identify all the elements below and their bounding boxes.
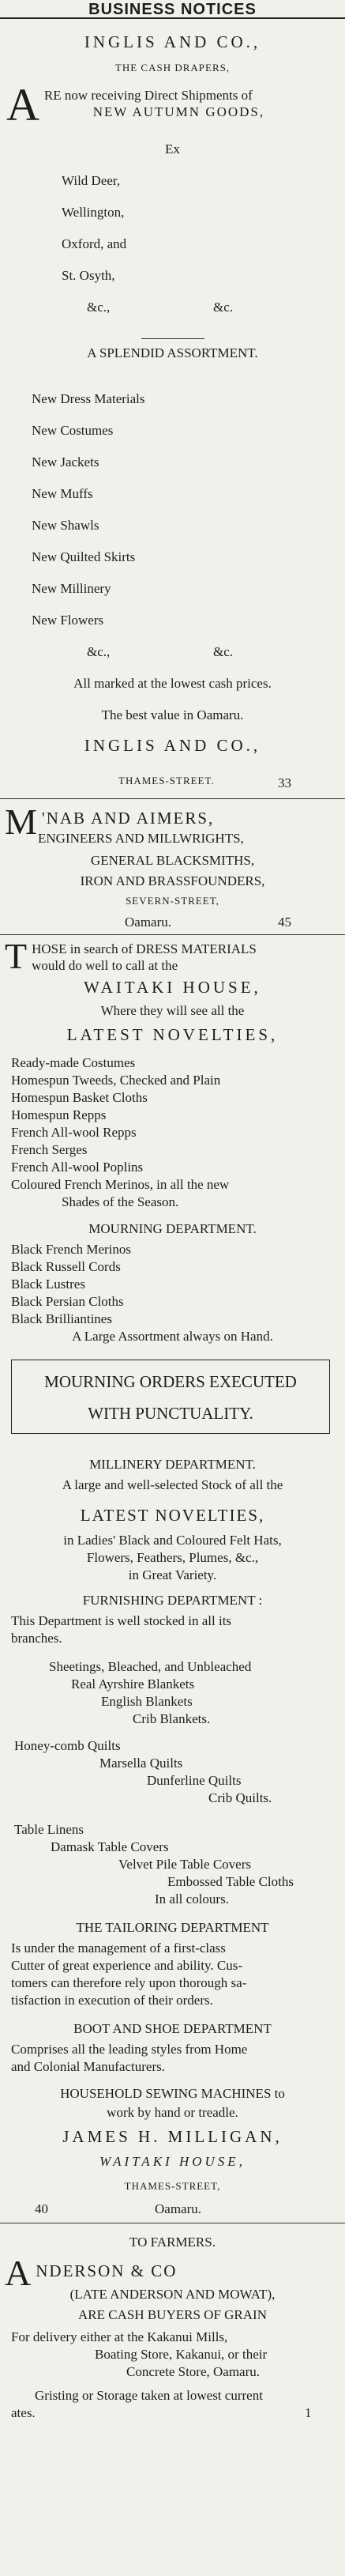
inglis-etc-left: &c.,	[87, 300, 111, 315]
boot-line-2: and Colonial Manufacturers.	[11, 2059, 165, 2074]
waitaki-list-1: Ready-made Costumes	[11, 1055, 136, 1070]
waitaki-list-3: Homespun Basket Cloths	[11, 1090, 148, 1105]
sheetings-line-3: English Blankets	[101, 1694, 193, 1709]
mourning-orders-box	[11, 1360, 330, 1434]
quilts-line-2: Marsella Quilts	[99, 1756, 183, 1771]
mcnab-line-4: IRON AND BRASSFOUNDERS,	[80, 873, 265, 888]
quilts-line-1: Honey-comb Quilts	[14, 1738, 121, 1753]
furnishing-line-2: branches.	[11, 1631, 62, 1646]
inglis-item-3: New Jackets	[32, 454, 99, 470]
waitaki-intro-line-1: HOSE in search of DRESS MATERIALS	[32, 941, 257, 956]
mourning-box-line-1: MOURNING ORDERS EXECUTED	[44, 1372, 297, 1391]
mourning-item-2: Black Russell Cords	[11, 1259, 121, 1274]
sewing-head: HOUSEHOLD SEWING MACHINES to	[60, 2086, 285, 2101]
farmers-line-2: (LATE ANDERSON AND MOWAT),	[69, 2287, 276, 2302]
quilts-line-4: Crib Quilts.	[208, 1790, 272, 1805]
farmers-line-4: For delivery either at the Kakanui Mills,	[11, 2329, 228, 2344]
inglis-subtitle: THE CASH DRAPERS,	[114, 62, 231, 74]
mourning-assortment: A Large Assortment always on Hand.	[72, 1329, 273, 1344]
waitaki-novelties: LATEST NOVELTIES,	[66, 1025, 279, 1044]
inglis-street: THAMES-STREET.	[118, 775, 215, 786]
tailoring-head: THE TAILORING DEPARTMENT	[76, 1920, 269, 1935]
farmers-line-8: ates.	[11, 2405, 36, 2420]
owner-name: JAMES H. MILLIGAN,	[62, 2127, 283, 2146]
millinery-line-3: in Ladies' Black and Coloured Felt Hats,	[63, 1533, 282, 1548]
tailoring-line-1: Is under the management of a first-class	[11, 1940, 226, 1956]
inglis-ship-4: St. Osyth,	[62, 268, 115, 283]
inglis-item-4: New Muffs	[32, 486, 93, 501]
inglis-item-1: New Dress Materials	[32, 391, 145, 406]
inglis-intro-line-2: NEW AUTUMN GOODS,	[92, 104, 265, 120]
inglis-ship-1: Wild Deer,	[62, 173, 121, 188]
mourning-item-4: Black Persian Cloths	[11, 1294, 124, 1309]
farmers-line-6: Concrete Store, Oamaru.	[126, 2364, 260, 2379]
inglis-intro-line-1: RE now receiving Direct Shipments of	[43, 88, 253, 103]
inglis-ex: Ex	[165, 141, 180, 157]
tailoring-line-4: tisfaction in execution of their orders.	[11, 1993, 213, 2008]
furnishing-head: FURNISHING DEPARTMENT :	[82, 1593, 263, 1608]
tailoring-line-2: Cutter of great experience and ability. Cus-	[11, 1958, 242, 1973]
divider	[141, 338, 204, 339]
inglis-drop-cap: A	[6, 79, 39, 130]
waitaki-house: WAITAKI HOUSE,	[84, 978, 261, 997]
sheetings-line-1: Sheetings, Bleached, and Unbleached	[49, 1659, 252, 1674]
mcnab-number: 45	[278, 915, 291, 930]
inglis-marked: All marked at the lowest cash prices.	[73, 676, 272, 691]
table-line-3: Velvet Pile Table Covers	[118, 1857, 251, 1872]
millinery-line-4: Flowers, Feathers, Plumes, &c.,	[86, 1550, 259, 1565]
mcnab-line-2: ENGINEERS AND MILLWRIGHTS,	[38, 831, 244, 846]
inglis-item-7: New Millinery	[32, 581, 111, 596]
mourning-item-1: Black French Merinos	[11, 1242, 132, 1257]
inglis-footer-name: INGLIS AND CO.,	[84, 736, 261, 755]
quilts-line-3: Dunferline Quilts	[147, 1773, 242, 1788]
waitaki-coloured-1: Coloured French Merinos, in all the new	[11, 1177, 230, 1192]
farmers-line-1: NDERSON & CO	[36, 2261, 178, 2280]
waitaki-list-4: Homespun Repps	[11, 1107, 107, 1122]
inglis-etc-right: &c.	[213, 300, 234, 315]
mcnab-town: Oamaru.	[125, 915, 172, 930]
furnishing-line-1: This Department is well stocked in all its	[11, 1613, 232, 1628]
millinery-head: MILLINERY DEPARTMENT.	[89, 1457, 256, 1472]
farmers-number: 1	[305, 2405, 312, 2420]
farmers-line-3: ARE CASH BUYERS OF GRAIN	[78, 2307, 267, 2322]
waitaki-drop-cap: T	[5, 936, 28, 976]
farmers-line-5: Boating Store, Kakanui, or their	[95, 2347, 268, 2362]
inglis-title: INGLIS AND CO.,	[84, 32, 261, 51]
inglis-etc2-left: &c.,	[87, 644, 111, 659]
section-header: BUSINESS NOTICES	[0, 0, 345, 19]
farmers-drop-cap: A	[5, 2253, 32, 2293]
boot-head: BOOT AND SHOE DEPARTMENT	[73, 2021, 272, 2036]
inglis-number: 33	[278, 775, 291, 790]
inglis-item-6: New Quilted Skirts	[32, 549, 136, 564]
table-line-5: In all colours.	[155, 1891, 229, 1907]
inglis-etc2-right: &c.	[213, 644, 234, 659]
table-line-2: Damask Table Covers	[51, 1839, 169, 1854]
waitaki-list-5: French All-wool Repps	[11, 1125, 137, 1140]
millinery-line-1: A large and well-selected Stock of all the	[62, 1477, 283, 1492]
waitaki-street: THAMES-STREET,	[124, 2180, 221, 2192]
table-line-1: Table Linens	[14, 1822, 84, 1837]
inglis-item-5: New Shawls	[32, 518, 99, 533]
mcnab-street: SEVERN-STREET,	[126, 895, 219, 907]
sewing-line-1: work by hand or treadle.	[107, 2105, 238, 2120]
inglis-ship-2: Wellington,	[62, 205, 125, 220]
millinery-line-5: in Great Variety.	[128, 1567, 217, 1582]
waitaki-town: Oamaru.	[155, 2201, 202, 2216]
divider	[0, 934, 345, 935]
waitaki-number: 40	[35, 2201, 48, 2216]
waitaki-list-6: French Serges	[11, 1142, 88, 1157]
owner-house: WAITAKI HOUSE,	[99, 2154, 246, 2169]
waitaki-list-2: Homespun Tweeds, Checked and Plain	[11, 1073, 221, 1088]
inglis-best: The best value in Oamaru.	[101, 707, 244, 722]
sheetings-line-4: Crib Blankets.	[133, 1711, 211, 1726]
mcnab-line-3: GENERAL BLACKSMITHS,	[90, 853, 255, 868]
inglis-item-8: New Flowers	[32, 613, 104, 628]
waitaki-intro-line-2: would do well to call at the	[32, 958, 178, 974]
boot-line-1: Comprises all the leading styles from Home	[11, 2042, 248, 2057]
inglis-splendid: A SPLENDID ASSORTMENT.	[87, 345, 258, 360]
mcnab-drop-cap: M	[5, 801, 37, 842]
divider	[0, 798, 345, 799]
waitaki-intro	[0, 936, 345, 977]
millinery-line-2: LATEST NOVELTIES,	[80, 1506, 265, 1525]
mourning-box-line-2: WITH PUNCTUALITY.	[88, 1404, 253, 1424]
mourning-head: MOURNING DEPARTMENT.	[88, 1221, 257, 1236]
farmers-line-7: Gristing or Storage taken at lowest current	[35, 2388, 263, 2403]
inglis-intro	[0, 79, 345, 131]
inglis-item-2: New Costumes	[32, 423, 114, 438]
mcnab-line-1: 'NAB AND AIMERS,	[41, 809, 215, 828]
sheetings-line-2: Real Ayrshire Blankets	[71, 1676, 195, 1692]
waitaki-coloured-2: Shades of the Season.	[62, 1194, 179, 1209]
farmers-head: TO FARMERS.	[129, 2235, 216, 2250]
inglis-ship-3: Oxford, and	[62, 236, 127, 251]
table-line-4: Embossed Table Cloths	[167, 1874, 294, 1889]
tailoring-line-3: tomers can therefore rely upon thorough sa-	[11, 1975, 247, 1990]
mourning-item-3: Black Lustres	[11, 1277, 85, 1292]
mourning-item-5: Black Brilliantines	[11, 1311, 112, 1326]
waitaki-where: Where they will see all the	[100, 1003, 245, 1018]
waitaki-list-7: French All-wool Poplins	[11, 1160, 144, 1175]
